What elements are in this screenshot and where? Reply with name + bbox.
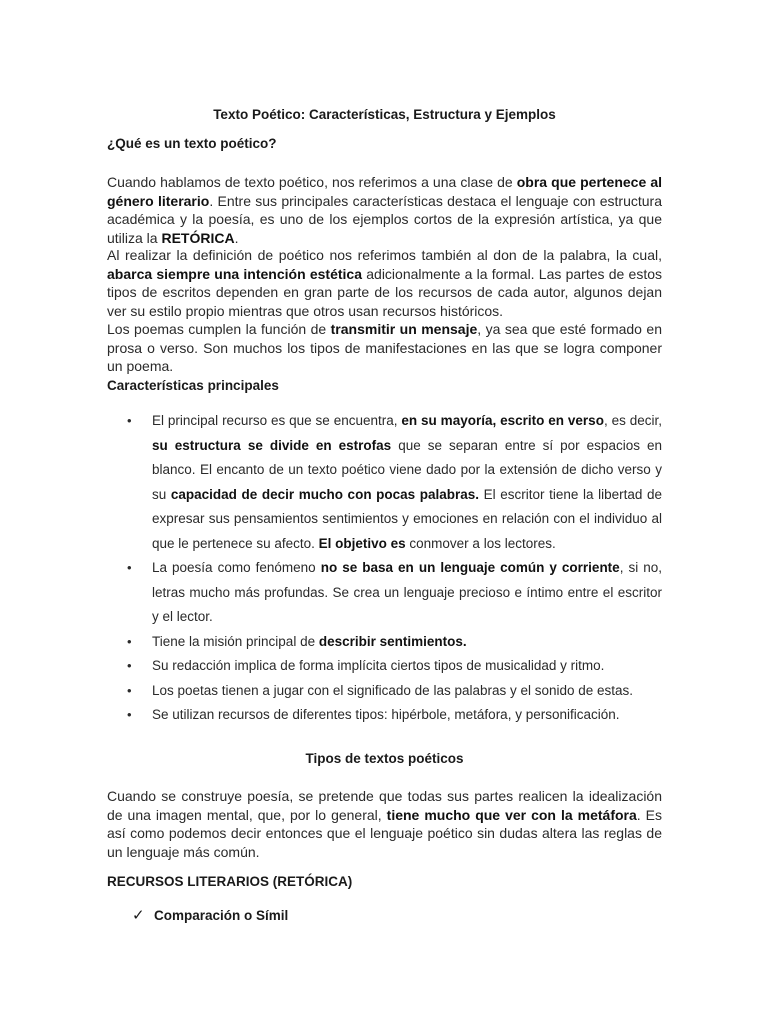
list-item: • El principal recurso es que se encuentra, en su mayoría, escrito en verso, es decir, su estructura se divide en estrofas que se separan entre sí por espacios en blanco. El encanto de un texto poético viene dado por la extensión de dicho verso y su capacidad de decir mucho con pocas palabras. El escritor tiene la libertad de expresar sus pensamientos sentimientos y emociones en relación con el individuo al que le pertenece su afecto. El objetivo es conmover a los lectores.	[107, 409, 662, 556]
resource-item	[107, 906, 288, 924]
bullet-icon: •	[127, 658, 132, 673]
list-item: • La poesía como fenómeno no se basa en un lenguaje común y corriente, si no, letras mucho más profundas. Se crea un lenguaje precioso e íntimo entre el escritor y el lector.	[107, 556, 662, 630]
list-item: • Su redacción implica de forma implícita ciertos tipos de musicalidad y ritmo.	[107, 654, 662, 679]
resources-heading: RECURSOS LITERARIOS (RETÓRICA)	[107, 874, 353, 889]
bullet-icon: •	[127, 413, 132, 428]
bullet-icon: •	[127, 560, 132, 575]
bullet-icon: •	[127, 633, 132, 649]
page-title: Texto Poético: Características, Estructura y Ejemplos	[213, 107, 556, 122]
characteristics-list	[107, 409, 662, 728]
question-heading: ¿Qué es un texto poético?	[107, 136, 277, 151]
characteristics-heading: Características principales	[107, 378, 279, 393]
list-item: • Los poetas tienen a jugar con el significado de las palabras y el sonido de estas.	[107, 679, 662, 704]
types-heading: Tipos de textos poéticos	[305, 751, 464, 766]
resource-label: Comparación o Símil	[154, 908, 289, 923]
definition-paragraph: Al realizar la definición de poético nos referimos también al don de la palabra, la cual, abarca siempre una intención estética adicionalmente a la formal. Las partes de estos tipos de escritos dependen en gran parte de los recursos de cada autor, algunos dejan ver su estilo propio mientras que otros usan recursos históricos.	[107, 247, 662, 319]
intro-paragraph: Cuando hablamos de texto poético, nos referimos a una clase de obra que pertenece al género literario. Entre sus principales características destaca el lenguaje con estructura académica y la poesía, es uno de los ejemplos cortos de la expresión artística, ya que utiliza la RETÓRICA.	[107, 174, 662, 246]
bullet-icon: •	[127, 682, 132, 698]
checkmark-icon: ✓	[132, 907, 145, 924]
list-item: • Tiene la misión principal de describir sentimientos.	[107, 630, 662, 655]
poems-paragraph: Los poemas cumplen la función de transmitir un mensaje, ya sea que esté formado en prosa o verso. Son muchos los tipos de manifestaciones en las que se logra componer un poema.	[107, 321, 662, 374]
types-paragraph: Cuando se construye poesía, se pretende que todas sus partes realicen la idealización de una imagen mental, que, por lo general, tiene mucho que ver con la metáfora. Es así como podemos decir entonces que el lenguaje poético sin dudas altera las reglas de un lenguaje más común.	[107, 788, 662, 860]
bullet-icon: •	[127, 707, 132, 722]
list-item: • Se utilizan recursos de diferentes tipos: hipérbole, metáfora, y personificación.	[107, 703, 662, 728]
